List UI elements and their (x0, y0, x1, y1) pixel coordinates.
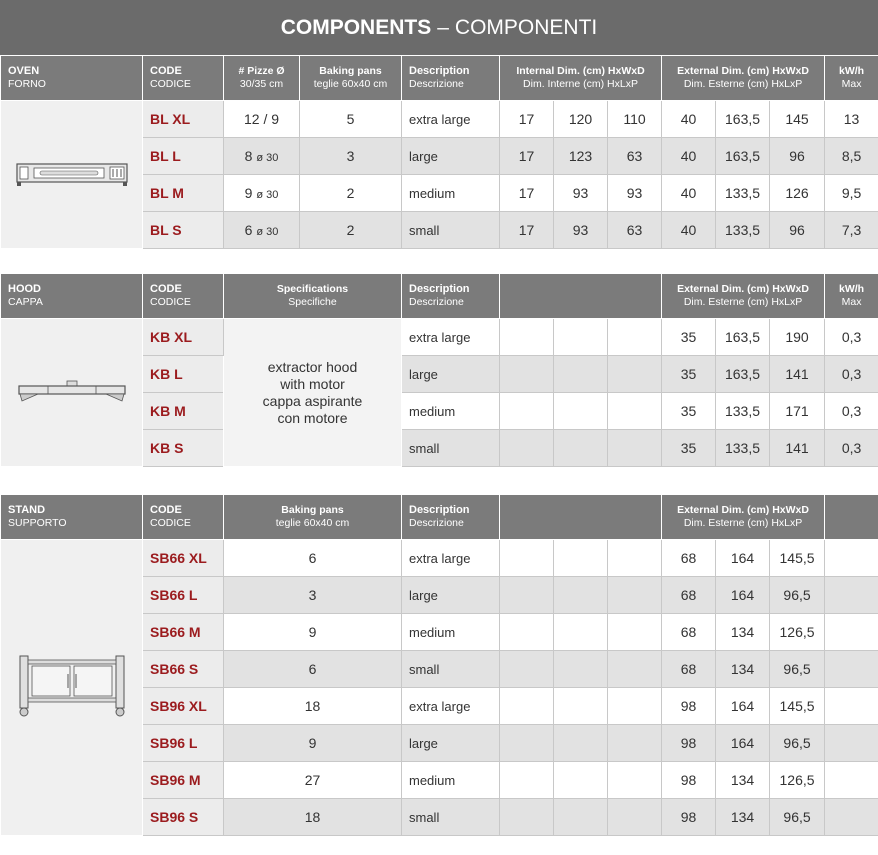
hood-blank (500, 393, 554, 430)
stand-blank (500, 540, 554, 577)
oven-kw: 9,5 (825, 175, 878, 212)
stand-image (1, 540, 143, 836)
hood-blank (608, 356, 662, 393)
stand-blank (608, 762, 662, 799)
page-title (0, 0, 878, 55)
stand-code: SB96 XL (143, 688, 224, 725)
stand-blank (500, 688, 554, 725)
oven-pans-header: Baking pans teglie 60x40 cm (300, 56, 402, 101)
hood-header-row (1, 274, 878, 319)
oven-ext-w: 133,5 (716, 175, 770, 212)
oven-icon (16, 158, 128, 188)
stand-section-header: STAND SUPPORTO (1, 495, 143, 540)
hood-ext-h: 35 (662, 430, 716, 467)
title-rest: COMPONENTI (454, 15, 598, 39)
stand-blank (554, 577, 608, 614)
oven-int-h: 17 (500, 175, 554, 212)
oven-int-d: 63 (608, 212, 662, 249)
stand-ext-w: 164 (716, 577, 770, 614)
stand-blank (608, 688, 662, 725)
oven-int-w: 123 (554, 138, 608, 175)
stand-blank (554, 614, 608, 651)
oven-desc-header: Description Descrizione (402, 56, 500, 101)
hood-desc: extra large (402, 319, 500, 356)
stand-ext-w: 164 (716, 725, 770, 762)
stand-desc-header: Description Descrizione (402, 495, 500, 540)
hood-kw: 0,3 (825, 319, 878, 356)
oven-code: BL S (143, 212, 224, 249)
oven-ext-h: 40 (662, 138, 716, 175)
stand-pans: 18 (224, 688, 402, 725)
oven-internal-dim-header: Internal Dim. (cm) HxWxD Dim. Interne (cm) HxLxP (500, 56, 662, 101)
stand-ext-d: 126,5 (770, 614, 825, 651)
oven-int-d: 93 (608, 175, 662, 212)
oven-ext-h: 40 (662, 212, 716, 249)
stand-ext-w: 134 (716, 799, 770, 836)
stand-header-row (1, 495, 878, 540)
stand-pans: 6 (224, 540, 402, 577)
stand-code: SB96 M (143, 762, 224, 799)
stand-blank (825, 725, 878, 762)
hood-spec-header: Specifications Specifiche (224, 274, 402, 319)
hood-specifications: extractor hood with motor cappa aspirante con motore (224, 319, 402, 467)
table-row (1, 319, 878, 356)
stand-blank (825, 540, 878, 577)
stand-code: SB66 L (143, 577, 224, 614)
oven-int-d: 110 (608, 101, 662, 138)
hood-section-header: HOOD CAPPA (1, 274, 143, 319)
stand-ext-d: 145,5 (770, 688, 825, 725)
oven-pizze-header: # Pizze Ø 30/35 cm (224, 56, 300, 101)
oven-ext-w: 163,5 (716, 138, 770, 175)
hood-desc: large (402, 356, 500, 393)
oven-code-header: CODE CODICE (143, 56, 224, 101)
stand-blank (554, 540, 608, 577)
hood-blank (500, 356, 554, 393)
oven-pizze: 12 / 9 (224, 101, 300, 138)
oven-int-h: 17 (500, 101, 554, 138)
hood-code: KB L (143, 356, 224, 393)
hood-desc: medium (402, 393, 500, 430)
stand-blank (554, 688, 608, 725)
oven-desc: large (402, 138, 500, 175)
hood-blank-header (500, 274, 662, 319)
hood-blank (554, 430, 608, 467)
hood-blank (500, 319, 554, 356)
stand-blank (825, 651, 878, 688)
hood-kw-header: kW/h Max (825, 274, 878, 319)
stand-blank-header (500, 495, 662, 540)
oven-desc: medium (402, 175, 500, 212)
stand-ext-h: 68 (662, 651, 716, 688)
stand-pans: 9 (224, 614, 402, 651)
stand-ext-w: 134 (716, 614, 770, 651)
hood-desc: small (402, 430, 500, 467)
hood-blank (554, 356, 608, 393)
stand-blank (608, 614, 662, 651)
oven-pans: 2 (300, 175, 402, 212)
stand-blank (554, 651, 608, 688)
stand-blank (554, 799, 608, 836)
hood-blank (608, 393, 662, 430)
hood-ext-w: 163,5 (716, 319, 770, 356)
hood-desc-header: Description Descrizione (402, 274, 500, 319)
oven-code: BL XL (143, 101, 224, 138)
stand-blank (500, 762, 554, 799)
hood-blank (554, 319, 608, 356)
stand-blank (608, 725, 662, 762)
stand-desc: large (402, 725, 500, 762)
oven-ext-w: 133,5 (716, 212, 770, 249)
stand-code: SB66 M (143, 614, 224, 651)
oven-pizze: 8 ø 30 (224, 138, 300, 175)
oven-header-row (1, 56, 878, 101)
hood-ext-h: 35 (662, 356, 716, 393)
stand-blank (608, 577, 662, 614)
stand-desc: large (402, 577, 500, 614)
oven-ext-h: 40 (662, 101, 716, 138)
oven-int-h: 17 (500, 138, 554, 175)
hood-image (1, 319, 143, 467)
stand-pans: 9 (224, 725, 402, 762)
stand-blank (825, 577, 878, 614)
stand-blank (554, 762, 608, 799)
stand-ext-d: 96,5 (770, 799, 825, 836)
stand-code: SB66 XL (143, 540, 224, 577)
oven-int-w: 93 (554, 175, 608, 212)
stand-ext-d: 126,5 (770, 762, 825, 799)
oven-ext-d: 96 (770, 212, 825, 249)
stand-blank (825, 688, 878, 725)
oven-desc: small (402, 212, 500, 249)
hood-kw: 0,3 (825, 356, 878, 393)
table-row (1, 540, 878, 577)
stand-pans: 27 (224, 762, 402, 799)
hood-code: KB XL (143, 319, 224, 356)
hood-code-header: CODE CODICE (143, 274, 224, 319)
stand-ext-h: 68 (662, 577, 716, 614)
stand-code: SB96 S (143, 799, 224, 836)
hood-ext-w: 133,5 (716, 393, 770, 430)
stand-desc: extra large (402, 540, 500, 577)
stand-ext-d: 96,5 (770, 651, 825, 688)
stand-desc: medium (402, 614, 500, 651)
oven-pizze: 9 ø 30 (224, 175, 300, 212)
stand-external-dim-header: External Dim. (cm) HxWxD Dim. Esterne (cm) HxLxP (662, 495, 825, 540)
stand-ext-d: 145,5 (770, 540, 825, 577)
stand-ext-h: 98 (662, 762, 716, 799)
stand-code-header: CODE CODICE (143, 495, 224, 540)
hood-icon (18, 379, 126, 403)
oven-table (0, 55, 878, 249)
stand-blank (825, 614, 878, 651)
title-bold: COMPONENTS (280, 15, 432, 39)
hood-ext-w: 163,5 (716, 356, 770, 393)
stand-blank (500, 725, 554, 762)
hood-code: KB S (143, 430, 224, 467)
hood-blank (608, 319, 662, 356)
stand-icon (18, 654, 126, 718)
stand-code: SB66 S (143, 651, 224, 688)
stand-ext-h: 98 (662, 725, 716, 762)
oven-kw: 13 (825, 101, 878, 138)
stand-ext-h: 98 (662, 799, 716, 836)
hood-blank (554, 393, 608, 430)
stand-ext-w: 134 (716, 762, 770, 799)
hood-ext-d: 141 (770, 356, 825, 393)
stand-blank (500, 577, 554, 614)
table-row (1, 101, 878, 138)
oven-kw: 7,3 (825, 212, 878, 249)
stand-ext-w: 164 (716, 540, 770, 577)
oven-desc: extra large (402, 101, 500, 138)
stand-desc: extra large (402, 688, 500, 725)
oven-image (1, 101, 143, 249)
hood-blank (500, 430, 554, 467)
oven-int-w: 120 (554, 101, 608, 138)
stand-ext-w: 134 (716, 651, 770, 688)
stand-desc: small (402, 799, 500, 836)
stand-pans-header: Baking pans teglie 60x40 cm (224, 495, 402, 540)
hood-kw: 0,3 (825, 393, 878, 430)
hood-ext-h: 35 (662, 319, 716, 356)
hood-code: KB M (143, 393, 224, 430)
stand-ext-w: 164 (716, 688, 770, 725)
stand-pans: 18 (224, 799, 402, 836)
oven-code: BL M (143, 175, 224, 212)
stand-ext-d: 96,5 (770, 577, 825, 614)
oven-ext-w: 163,5 (716, 101, 770, 138)
hood-kw: 0,3 (825, 430, 878, 467)
stand-blank (608, 540, 662, 577)
hood-ext-w: 133,5 (716, 430, 770, 467)
stand-blank (500, 799, 554, 836)
stand-pans: 3 (224, 577, 402, 614)
stand-ext-h: 98 (662, 688, 716, 725)
stand-pans: 6 (224, 651, 402, 688)
oven-ext-d: 145 (770, 101, 825, 138)
stand-table (0, 494, 878, 836)
stand-desc: small (402, 651, 500, 688)
oven-kw-header: kW/h Max (825, 56, 878, 101)
stand-ext-d: 96,5 (770, 725, 825, 762)
oven-ext-d: 96 (770, 138, 825, 175)
stand-blank (608, 799, 662, 836)
stand-blank (500, 651, 554, 688)
hood-ext-d: 190 (770, 319, 825, 356)
oven-pans: 5 (300, 101, 402, 138)
oven-pans: 2 (300, 212, 402, 249)
oven-int-w: 93 (554, 212, 608, 249)
hood-external-dim-header: External Dim. (cm) HxWxD Dim. Esterne (cm) HxLxP (662, 274, 825, 319)
title-separator: – (437, 15, 449, 39)
stand-blank (500, 614, 554, 651)
stand-blank-kw-header (825, 495, 878, 540)
stand-blank (554, 725, 608, 762)
oven-int-h: 17 (500, 212, 554, 249)
hood-blank (608, 430, 662, 467)
stand-desc: medium (402, 762, 500, 799)
stand-code: SB96 L (143, 725, 224, 762)
stand-ext-h: 68 (662, 614, 716, 651)
stand-blank (608, 651, 662, 688)
stand-ext-h: 68 (662, 540, 716, 577)
hood-table (0, 273, 878, 467)
oven-ext-h: 40 (662, 175, 716, 212)
oven-pans: 3 (300, 138, 402, 175)
hood-ext-d: 141 (770, 430, 825, 467)
oven-int-d: 63 (608, 138, 662, 175)
oven-code: BL L (143, 138, 224, 175)
hood-ext-d: 171 (770, 393, 825, 430)
oven-kw: 8,5 (825, 138, 878, 175)
oven-external-dim-header: External Dim. (cm) HxWxD Dim. Esterne (cm) HxLxP (662, 56, 825, 101)
hood-ext-h: 35 (662, 393, 716, 430)
oven-section-header: OVEN FORNO (1, 56, 143, 101)
oven-ext-d: 126 (770, 175, 825, 212)
stand-blank (825, 762, 878, 799)
oven-pizze: 6 ø 30 (224, 212, 300, 249)
stand-blank (825, 799, 878, 836)
